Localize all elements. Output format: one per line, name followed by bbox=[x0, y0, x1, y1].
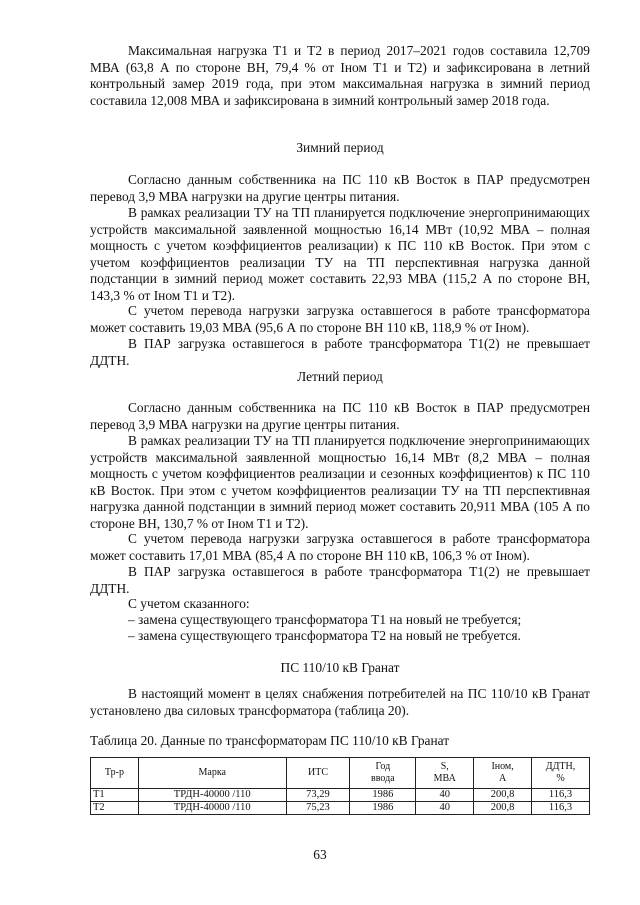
granat-paragraph: В настоящий момент в целях снабжения потребителей на ПС 110/10 кВ Гранат установлено два силовых трансформатора (таблица 20). bbox=[90, 686, 590, 718]
header-its: ИТС bbox=[286, 758, 350, 789]
cell-marka: ТРДН-40000 /110 bbox=[138, 789, 286, 802]
cell-s: 40 bbox=[416, 802, 474, 815]
table-header-row bbox=[91, 758, 590, 789]
winter-period-heading: Зимний период bbox=[296, 140, 384, 155]
winter-paragraph-2: В рамках реализации ТУ на ТП планируется подключение энергопринимающих устройств максимальной заявленной мощностью 16,14 МВт (10,92 МВА – полная мощность с учетом коэффициентов реализации) к ПС 110 кВ Восток. При этом с учетом коэффициентов реализации ТУ на ТП перспективная нагрузка данной подстанции в зимний период может составить 22,93 МВА (115,2 А по стороне ВН, 143,3 % от Iном Т1 и Т2). bbox=[90, 205, 590, 303]
header-s: S, МВА bbox=[416, 758, 474, 789]
header-ddtn: ДДТН, % bbox=[532, 758, 590, 789]
cell-tr: Т2 bbox=[91, 802, 139, 815]
transformer-table bbox=[90, 757, 590, 815]
winter-paragraph-1: Согласно данным собственника на ПС 110 кВ Восток в ПАР предусмотрен перевод 3,9 МВА нагрузки на другие центры питания. bbox=[90, 172, 590, 204]
conclusion-bullet-t2: – замена существующего трансформатора Т2 на новый не требуется. bbox=[128, 628, 521, 643]
cell-god: 1986 bbox=[350, 802, 416, 815]
table-row bbox=[91, 789, 590, 802]
summer-paragraph-2: В рамках реализации ТУ на ТП планируется подключение энергопринимающих устройств максимальной заявленной мощностью 16,14 МВт (8,2 МВА – полная мощность с учетом коэффициентов реализации и сезонных коэффициентов) к ПС 110 кВ Восток. При этом с учетом коэффициентов реализации ТУ на ТП перспективная нагрузка данной подстанции в зимний период может составить 20,911 МВА (105 А по стороне ВН, 130,7 % от Iном Т1 и Т2). bbox=[90, 433, 590, 531]
summer-paragraph-4: В ПАР загрузка оставшегося в работе трансформатора Т1(2) не превышает ДДТН. bbox=[90, 564, 590, 596]
header-inom: Iном, А bbox=[474, 758, 532, 789]
summer-period-heading: Летний период bbox=[297, 369, 383, 384]
section-heading-granat: ПС 110/10 кВ Гранат bbox=[280, 660, 400, 675]
cell-ddtn: 116,3 bbox=[532, 802, 590, 815]
winter-paragraph-4: В ПАР загрузка оставшегося в работе трансформатора Т1(2) не превышает ДДТН. bbox=[90, 336, 590, 368]
header-tr: Тр-р bbox=[91, 758, 139, 789]
header-marka: Марка bbox=[138, 758, 286, 789]
table-caption: Таблица 20. Данные по трансформаторам ПС 110/10 кВ Гранат bbox=[90, 733, 450, 748]
summer-paragraph-3: С учетом перевода нагрузки загрузка оставшегося в работе трансформатора может составить 17,01 МВА (85,4 А по стороне ВН 110 кВ, 106,3 % от Iном). bbox=[90, 531, 590, 563]
cell-s: 40 bbox=[416, 789, 474, 802]
summer-paragraph-1: Согласно данным собственника на ПС 110 кВ Восток в ПАР предусмотрен перевод 3,9 МВА нагрузки на другие центры питания. bbox=[90, 400, 590, 432]
paragraph-max-load: Максимальная нагрузка Т1 и Т2 в период 2017–2021 годов составила 12,709 МВА (63,8 А по стороне ВН, 79,4 % от Iном Т1 и Т2) и зафиксирована в летний контрольный замер 2019 года, при этом максимальная нагрузка в зимний период составила 12,008 МВА и зафиксирована в зимний контрольный замер 2018 года. bbox=[90, 43, 590, 108]
cell-ddtn: 116,3 bbox=[532, 789, 590, 802]
cell-inom: 200,8 bbox=[474, 802, 532, 815]
cell-marka: ТРДН-40000 /110 bbox=[138, 802, 286, 815]
cell-inom: 200,8 bbox=[474, 789, 532, 802]
header-god: Год ввода bbox=[350, 758, 416, 789]
cell-its: 73,29 bbox=[286, 789, 350, 802]
cell-its: 75,23 bbox=[286, 802, 350, 815]
winter-paragraph-3: С учетом перевода нагрузки загрузка оставшегося в работе трансформатора может составить 19,03 МВА (95,6 А по стороне ВН 110 кВ, 118,9 % от Iном). bbox=[90, 303, 590, 335]
conclusion-bullet-t1: – замена существующего трансформатора Т1 на новый не требуется; bbox=[128, 612, 522, 627]
cell-tr: Т1 bbox=[91, 789, 139, 802]
conclusion-intro: С учетом сказанного: bbox=[128, 596, 250, 611]
table-row bbox=[91, 802, 590, 815]
page-number: 63 bbox=[313, 847, 327, 862]
cell-god: 1986 bbox=[350, 789, 416, 802]
